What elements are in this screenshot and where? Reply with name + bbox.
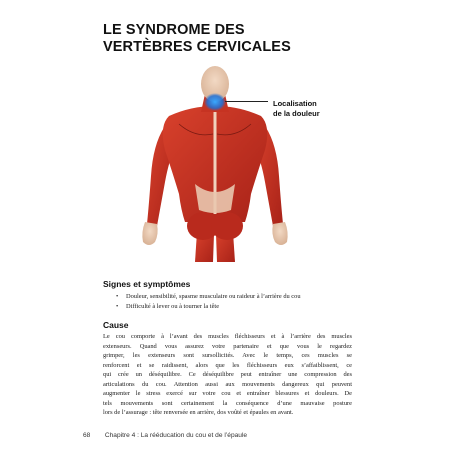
pain-location-callout [273, 99, 363, 119]
list-item: • Douleur, sensibilité, spasme musculaire ou raideur à l’arrière du cou [116, 292, 376, 302]
callout-pointer-line [225, 101, 268, 102]
paragraph-line: renforcent et se raidissent, alors que les fléchisseurs eux s’affaiblissent, ce [103, 361, 352, 369]
paragraph-line: extenseurs. Quand vous assurez votre partenaire et que vous le regardez [103, 342, 352, 350]
paragraph-line: augmenter le stress exercé sur votre cou et entraîner blessures et douleurs. De [103, 390, 352, 398]
cause-heading: Cause [103, 320, 129, 330]
callout-line-2: de la douleur [273, 109, 320, 118]
paragraph-line: lors de l’assurage : tête renversée en arrière, dos voûté et épaules en avant. [103, 409, 294, 417]
paragraph-line: grimper, les extenseurs sont sursollicités. Avec le temps, ces muscles se [103, 352, 352, 360]
anatomy-illustration [135, 64, 295, 262]
symptoms-list [116, 292, 376, 311]
page-number: 68 [83, 432, 91, 439]
paragraph-line: Le cou comporte à l’avant des muscles fléchisseurs et à l’arrière des muscles [103, 333, 352, 340]
paragraph-line: tels mouvements sont certainement la conséquence d’une mauvaise posture [103, 399, 352, 407]
chapter-title: Chapitre 4 : La rééducation du cou et de l’épaule [104, 432, 248, 439]
paragraph-line: articulations du cou. Attention aussi aux mouvements dangereux qui peuvent [103, 380, 352, 388]
title-line-1: LE SYNDROME DES [103, 22, 245, 38]
callout-line-1: Localisation [273, 99, 317, 108]
page-title [103, 22, 363, 56]
muscular-back-figure [135, 64, 295, 262]
list-item: • Difficulté à lever ou à tourner la tête [116, 302, 376, 312]
page-footer [83, 431, 383, 440]
cause-paragraph [103, 332, 352, 418]
title-line-2: VERTÈBRES CERVICALES [103, 39, 291, 55]
signs-heading: Signes et symptômes [103, 279, 191, 289]
paragraph-line: qui crée un déséquilibre. Ce déséquilibre peut entraîner une compression des [103, 371, 352, 379]
